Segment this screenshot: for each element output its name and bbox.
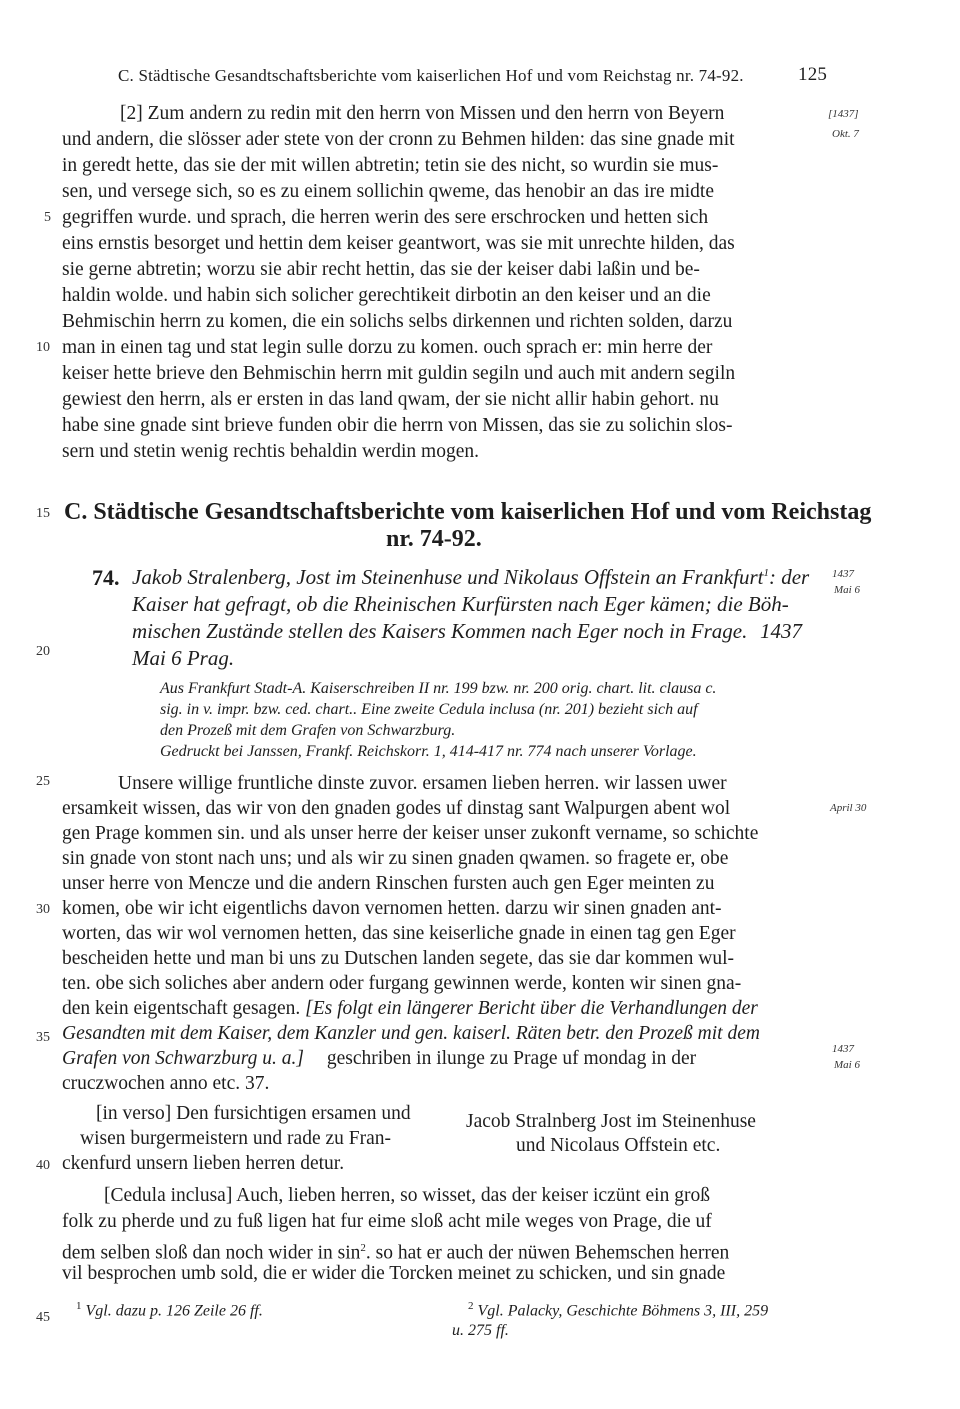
margin-date: Okt. 7 [832, 128, 859, 140]
footnote-text: Vgl. Palacky, Geschichte Böhmens 3, III, 259 [477, 1302, 769, 1320]
source-note: den Prozeß mit dem Grafen von Schwarzburg. [160, 722, 456, 739]
editorial-note: Gesandten mit dem Kaiser, dem Kanzler und gen. kaiserl. Räten betr. den Prozeß mit dem [62, 1023, 760, 1044]
page-number: 125 [798, 64, 828, 85]
document-year: 1437 [760, 619, 802, 643]
address-line: wisen burgermeistern und rade zu Fran- [80, 1128, 392, 1149]
line-number: 15 [36, 506, 50, 521]
text-line: bescheiden hette und man bi uns zu Dutschen landen segete, das sie dar kommen wul- [62, 948, 735, 969]
footnote-text: Vgl. dazu p. 126 Zeile 26 ff. [85, 1302, 263, 1320]
address-line: [in verso] Den fursichtigen ersamen und [96, 1103, 411, 1124]
line-number: 45 [36, 1310, 50, 1325]
text-span: dem selben sloß dan noch wider in sin [62, 1242, 361, 1264]
footnote-text: u. 275 ff. [452, 1322, 509, 1339]
text-line: sern und stetin wenig rechtis behaldin werdin mogen. [62, 441, 479, 462]
text-line: komen, obe wir icht eigentlichs davon vernomen hetten. darzu wir sinen gnaden ant- [62, 898, 722, 919]
text-span: geschriben in ilunge zu Prage uf mondag in der [326, 1048, 697, 1069]
footnote-mark: 1 [76, 1300, 82, 1312]
line-number: 10 [36, 340, 50, 355]
text-line: ersamkeit wissen, das wir von den gnaden godes uf dinstag sant Walpurgen abent wol [62, 798, 731, 819]
signature-line: Jacob Stralnberg Jost im Steinenhuse [466, 1111, 756, 1132]
margin-date: 1437 [832, 568, 854, 580]
document-heading: Mai 6 Prag. [132, 646, 235, 670]
source-note: Aus Frankfurt Stadt-A. Kaiserschreiben II nr. 199 bzw. nr. 200 orig. chart. lit. clausa c. [160, 680, 717, 697]
line-number: 40 [36, 1158, 50, 1173]
margin-date: Mai 6 [834, 584, 860, 596]
margin-date: 1437 [832, 1043, 854, 1055]
signature-line: und Nicolaus Offstein etc. [516, 1135, 721, 1156]
text-line: Behmischin herrn zu komen, die ein solichs selbs dirkennen und richten solden, darzu [62, 311, 733, 332]
footnote-2 [468, 1300, 768, 1320]
margin-date: [1437] [828, 108, 859, 120]
text-line: sin gnade von stont nach uns; und als wir zu sinen gnaden qwamen. so fragete er, obe [62, 848, 729, 869]
text-line [62, 1047, 696, 1071]
document-heading: mischen Zustände stellen des Kaisers Kommen nach Eger noch in Frage. [132, 619, 748, 643]
text-line: sen, und versege sich, so es zu einem sollichin qweme, das henobir an das ire midte [62, 181, 714, 202]
text-line: gegriffen wurde. und sprach, die herren werin des sere erschrocken und hetten sich [62, 207, 709, 228]
editorial-note: Grafen von Schwarzburg u. a.] [62, 1048, 304, 1069]
text-line: eins ernstis besorget und hettin dem keiser geantwort, was sie mit unrechte hilden, das [62, 233, 735, 254]
text-line: cruczwochen anno etc. 37. [62, 1073, 270, 1094]
footnote-mark: 2 [468, 1300, 474, 1312]
text-line: folk zu pherde und zu fuß ligen hat fur eime sloß acht mile weges von Prage, die uf [62, 1211, 712, 1232]
text-line: Unsere willige fruntliche dinste zuvor. ersamen lieben herren. wir lassen uwer [118, 773, 727, 794]
source-note: sig. in v. impr. bzw. ced. chart.. Eine zweite Cedula inclusa (nr. 201) bezieht sich auf [160, 701, 698, 718]
text-line: gewiest den herrn, als er ersten in das land qwam, der sie nicht allir habin gehort. nu [62, 389, 719, 410]
text-span: . so hat er auch der nüwen Behemschen herren [365, 1242, 730, 1264]
heading-text: : der [768, 565, 810, 589]
text-line: [Cedula inclusa] Auch, lieben herren, so wisset, das der keiser iczünt ein groß [104, 1185, 710, 1206]
heading-text: Jakob Stralenberg, Jost im Steinenhuse und Nikolaus Offstein an Frankfurt [132, 565, 764, 589]
line-number: 30 [36, 902, 50, 917]
address-line: ckenfurd unsern lieben herren detur. [62, 1153, 345, 1174]
margin-date: April 30 [830, 802, 867, 814]
text-line: gen Prage kommen sin. und als unser herre der keiser unser zukonft vername, so schichte [62, 823, 759, 844]
line-number: 25 [36, 774, 50, 789]
text-line: ten. obe sich soliches aber andern oder furgang gewinnen werde, konten wir sinen gna- [62, 973, 742, 994]
source-note: Gedruckt bei Janssen, Frankf. Reichskorr. 1, 414-417 nr. 774 nach unserer Vorlage. [160, 743, 697, 760]
text-line: vil besprochen umb sold, die er wider die Torcken meinet zu schicken, und sin gnade [62, 1263, 726, 1284]
line-number: 20 [36, 644, 50, 659]
text-line: worten, das wir wol vernomen hetten, das sine keiserliche gnade in einen tag gen Eger [62, 923, 736, 944]
editorial-note: [Es folgt ein längerer Bericht über die Verhandlungen der [305, 998, 758, 1019]
text-line: haldin wolde. und habin sich solicher gerechtikeit dirbotin an den keiser und an die [62, 285, 711, 306]
text-line: man in einen tag und stat legin sulle dorzu zu komen. ouch sprach er: min herre der [62, 337, 713, 358]
margin-date: Mai 6 [834, 1059, 860, 1071]
document-number: 74. [92, 565, 120, 590]
text-line: unser herre von Mencze und die andern Rinschen fursten auch gen Eger meinten zu [62, 873, 715, 894]
text-line: sie gerne abtretin; worzu sie abir recht hettin, das sie der keiser dabi laßin und be- [62, 259, 700, 280]
footnote-mark: 2 [360, 1242, 366, 1254]
text-line: keiser hette brieve den Behmischin herrn mit guldin segiln und auch mit andern segiln [62, 363, 736, 384]
document-heading: Kaiser hat gefragt, ob die Rheinischen Kurfürsten nach Eger kämen; die Böh- [132, 592, 789, 616]
footnote-1 [76, 1300, 263, 1320]
section-title: nr. 74-92. [386, 526, 482, 552]
text-line: in geredt hette, das sie der mit willen abtretin; tetin sie des nicht, so wurdin sie mus- [62, 155, 719, 176]
text-line: und andern, die slösser ader stete von der cronn zu Behmen hilden: das sine gnade mit [62, 129, 735, 150]
line-number: 5 [44, 210, 51, 225]
text-line: [2] Zum andern zu redin mit den herrn von Missen und den herrn von Beyern [120, 103, 725, 124]
document-heading [132, 565, 809, 590]
footnote-mark: 1 [763, 567, 769, 579]
text-span: den kein eigentschaft gesagen. [62, 998, 301, 1019]
running-header: C. Städtische Gesandtschaftsberichte vom kaiserlichen Hof und vom Reichstag nr. 74-92. [118, 66, 744, 85]
text-line: habe sine gnade sint brieve funden obir die herrn von Missen, das sie zu solichin slos- [62, 415, 733, 436]
text-line [62, 997, 758, 1021]
section-title: C. Städtische Gesandtschaftsberichte vom kaiserlichen Hof und vom Reichstag [64, 499, 872, 525]
line-number: 35 [36, 1030, 50, 1045]
